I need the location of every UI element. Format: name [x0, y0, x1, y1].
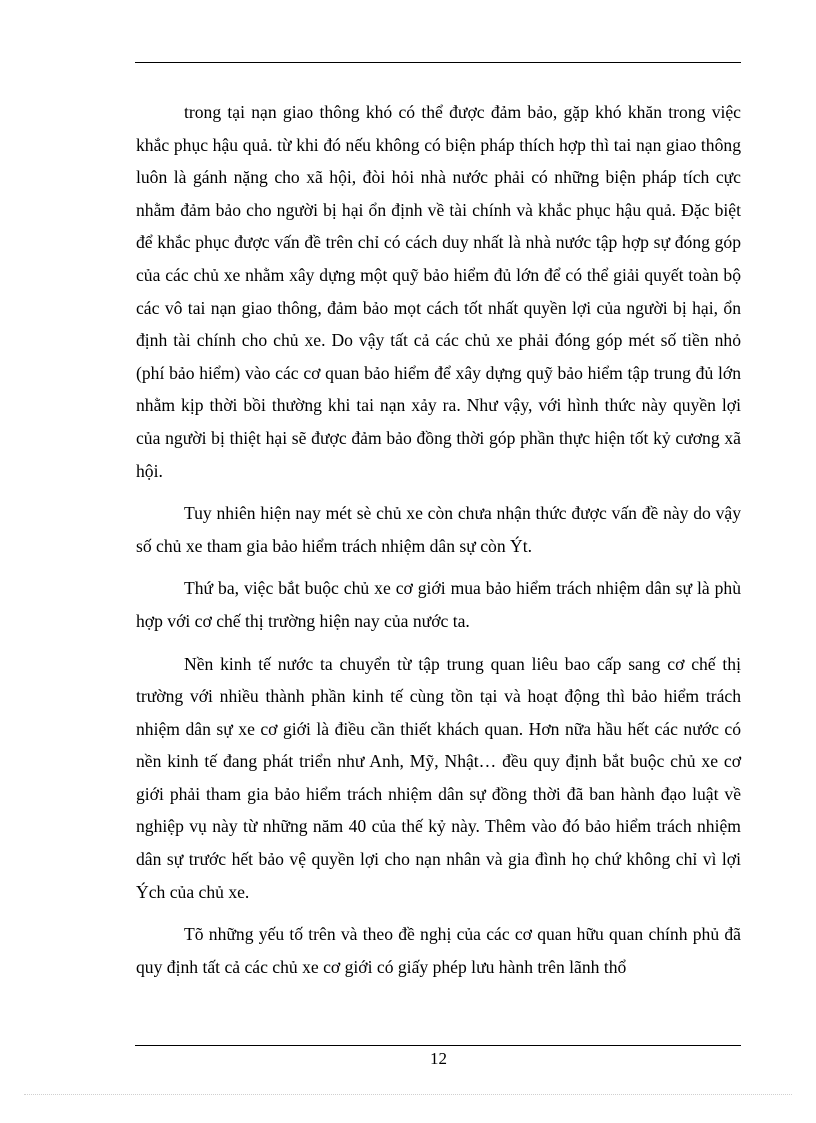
page-edge-divider — [24, 1094, 792, 1095]
paragraph-1: trong tại nạn giao thông khó có thể được đảm bảo, gặp khó khăn trong việc khắc phục hậu quả. từ khi đó nếu không có biện pháp thích hợp thì tai nạn giao thông luôn là gánh nặng cho xã hội, đòi hỏi nhà nước phải có những biện pháp tích cực nhằm đảm bảo cho người bị hại ổn định về tài chính và khắc phục hậu quả. Đặc biệt để khắc phục được vấn đề trên chỉ có cách duy nhất là nhà nước tập hợp sự đóng góp của các chủ xe nhằm xây dựng một quỹ bảo hiểm đủ lớn để có thể giải quyết toàn bộ các vô tai nạn giao thông, đảm bảo mọt cách tốt nhất quyền lợi của người bị hại, ổn định tài chính cho chủ xe. Do vậy tất cả các chủ xe phải đóng góp mét số tiền nhỏ (phí bảo hiểm) vào các cơ quan bảo hiểm để xây dựng quỹ bảo hiểm tập trung đủ lớn nhằm kịp thời bồi thường khi tai nạn xảy ra. Như vậy, với hình thức này quyền lợi của người bị thiệt hại sẽ được đảm bảo đồng thời góp phần thực hiện tốt kỷ cương xã hội. — [136, 102, 741, 481]
page-number: 12 — [430, 1049, 447, 1068]
paragraph-4: Nền kinh tế nước ta chuyển từ tập trung quan liêu bao cấp sang cơ chế thị trường với nhiều thành phần kinh tế cùng tồn tại và hoạt động thì bảo hiểm trách nhiệm dân sự xe cơ giới là điều cần thiết khách quan. Hơn nữa hầu hết các nước có nền kinh tế đang phát triển như Anh, Mỹ, Nhật… đều quy định bắt buộc chủ xe cơ giới phải tham gia bảo hiểm trách nhiệm dân sự đồng thời đã ban hành đạo luật về nghiệp vụ này từ những năm 40 của thế kỷ này. Thêm vào đó bảo hiểm trách nhiệm dân sự trước hết bảo vệ quyền lợi cho nạn nhân và gia đình họ chứ không chỉ vì lợi Ých của chủ xe. — [136, 653, 741, 902]
header-rule — [135, 62, 741, 63]
footer-rule — [135, 1045, 741, 1046]
paragraph-2: Tuy nhiên hiện nay mét sè chủ xe còn chưa nhận thức được vấn đề này do vậy số chủ xe tham gia bảo hiểm trách nhiệm dân sự còn Ýt. — [136, 503, 741, 556]
paragraph-5: Tõ những yếu tố trên và theo đề nghị của các cơ quan hữu quan chính phủ đã quy định tất cả các chủ xe cơ giới có giấy phép lưu hành trên lãnh thổ — [136, 924, 741, 977]
body-text — [136, 96, 741, 993]
paragraph-3: Thứ ba, việc bắt buộc chủ xe cơ giới mua bảo hiểm trách nhiệm dân sự là phù hợp với cơ chế thị trường hiện nay của nước ta. — [136, 578, 741, 631]
